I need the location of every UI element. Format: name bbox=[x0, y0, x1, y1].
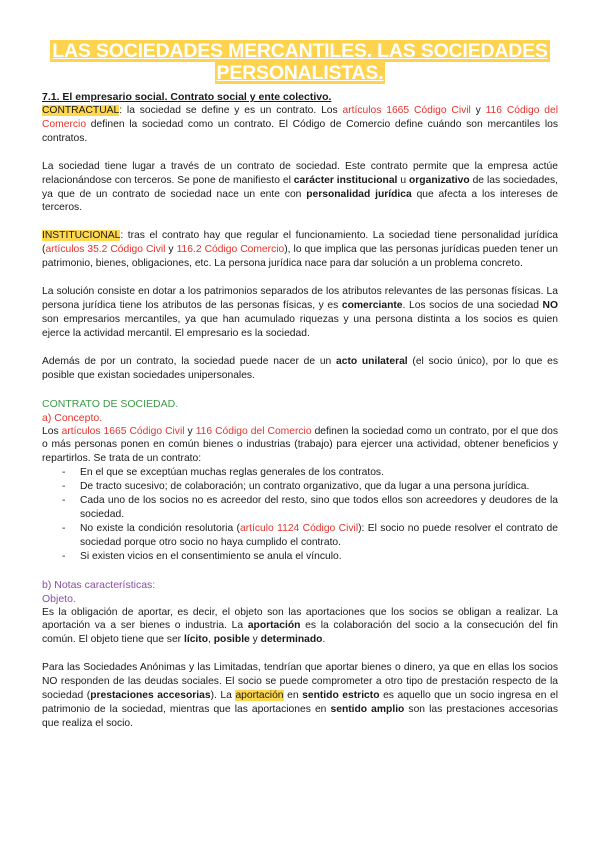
paragraph-solucion: La solución consiste en dotar a los patrimonios separados de los atributos relevantes de las personas físicas. La persona jurídica tiene los atributos de las personas físicas, y es comerciante. Los socios de una sociedad NO son empresarios mercantiles, ya que han acumulado riquezas y una persona distinta a los socios es quien ejerce la actividad mercantil. El empresario es la sociedad. bbox=[42, 286, 558, 339]
ref-cc-1665-b: artículos 1665 Código Civil bbox=[61, 425, 185, 437]
paragraph-concepto: Los artículos 1665 Código Civil y 116 Código del Comercio definen la sociedad como un contrato, por el que dos o más personas ponen en común bienes o industrias (trabajo) para ejercer una actividad, obtener beneficios y repartirlos. Se trata de un contrato: bbox=[42, 425, 559, 465]
ref-ccom-116-2: 116.2 Código Comercio bbox=[176, 244, 285, 256]
ref-ccom-116-b: 116 Código del Comercio bbox=[195, 425, 312, 437]
heading-objeto: Objeto. bbox=[42, 592, 76, 605]
contract-features-list bbox=[42, 466, 558, 563]
list-item: - Si existen vicios en el consentimiento se anula el vínculo. bbox=[80, 550, 558, 564]
label-institucional: INSTITUCIONAL bbox=[42, 230, 121, 242]
paragraph-contrato-sociedad: La sociedad tiene lugar a través de un contrato de sociedad. Este contrato permite que la empresa actúe relacionándose con terceros. Se pone de manifiesto el carácter institucional u organizativo de las sociedades, ya que de un contrato de sociedad nace un ente con personalidad jurídica que afecta a los intereses de terceros. bbox=[42, 160, 558, 214]
list-item: - Cada uno de los socios no es acreedor del resto, sino que todos ellos son acreedores y deudores de la sociedad. bbox=[80, 494, 558, 522]
ref-cc-1665: artículos 1665 Código Civil bbox=[342, 105, 471, 116]
paragraph-institucional: INSTITUCIONAL: tras el contrato hay que regular el funcionamiento. La sociedad tiene personalidad jurídica (artículos 35.2 Código Civil y 116.2 Código Comercio), lo que implica que las personas jurídicas pueden tener un patrimonio, bienes, obligaciones, etc. La persona jurídica nace para dar solución a un problema concreto. bbox=[42, 230, 558, 270]
heading-contrato-sociedad: CONTRATO DE SOCIEDAD. bbox=[42, 397, 179, 410]
list-item: - No existe la condición resolutoria (artículo 1124 Código Civil): El socio no puede resolver el contrato de sociedad porque otro socio no haya cumplido el contrato. bbox=[80, 522, 558, 550]
list-item: - De tracto sucesivo; de colaboración; un contrato organizativo, que da lugar a una persona jurídica. bbox=[80, 480, 558, 494]
paragraph-sociedades-anonimas: Para las Sociedades Anónimas y las Limitadas, tendrían que aportar bienes o dinero, ya que en ellas los socios NO responden de las deudas sociales. El socio se puede comprometer a otro tipo de prestación respecto de la sociedad (prestaciones accesorias). La aportación en sentido estricto es aquello que un socio ingresa en el patrimonio de la sociedad, mientras que las aportaciones en sentido amplio son las prestaciones accesorias que realiza el socio. bbox=[42, 662, 558, 729]
ref-ccom-116: 116 Código del Comercio bbox=[42, 105, 558, 130]
paragraph-acto-unilateral: Además de por un contrato, la sociedad puede nacer de un acto unilateral (el socio único), por lo que es posible que existan sociedades unipersonales. bbox=[42, 355, 558, 381]
heading-concepto: a) Concepto. bbox=[42, 411, 103, 424]
paragraph-objeto: Es la obligación de aportar, es decir, el objeto son las aportaciones que los socios se obligan a realizar. La aportación va a ser bienes o industria. La aportación es la colaboración del socio a la consecución del fin común. El objeto tiene que ser lícito, posible y determinado. bbox=[42, 606, 558, 646]
heading-notas: b) Notas características: bbox=[42, 578, 156, 591]
label-contractual: CONTRACTUAL bbox=[42, 105, 120, 116]
ref-cc-1124: artículo 1124 Código Civil bbox=[239, 522, 359, 534]
list-item: - En el que se exceptúan muchas reglas generales de los contratos. bbox=[80, 466, 558, 480]
ref-cc-35-2: artículos 35.2 Código Civil bbox=[45, 244, 166, 256]
highlight-aportacion: aportación bbox=[235, 690, 284, 702]
page-title: LAS SOCIEDADES MERCANTILES. LAS SOCIEDADES PERSONALISTAS. bbox=[52, 40, 548, 84]
section-heading: 7.1. El empresario social. Contrato social y ente colectivo. bbox=[42, 91, 332, 103]
paragraph-contractual: CONTRACTUAL: la sociedad se define y es un contrato. Los artículos 1665 Código Civil y 116 Código del Comercio definen la sociedad como un contrato. El Código de Comercio define cuándo son mercantiles los contratos. bbox=[42, 105, 558, 144]
